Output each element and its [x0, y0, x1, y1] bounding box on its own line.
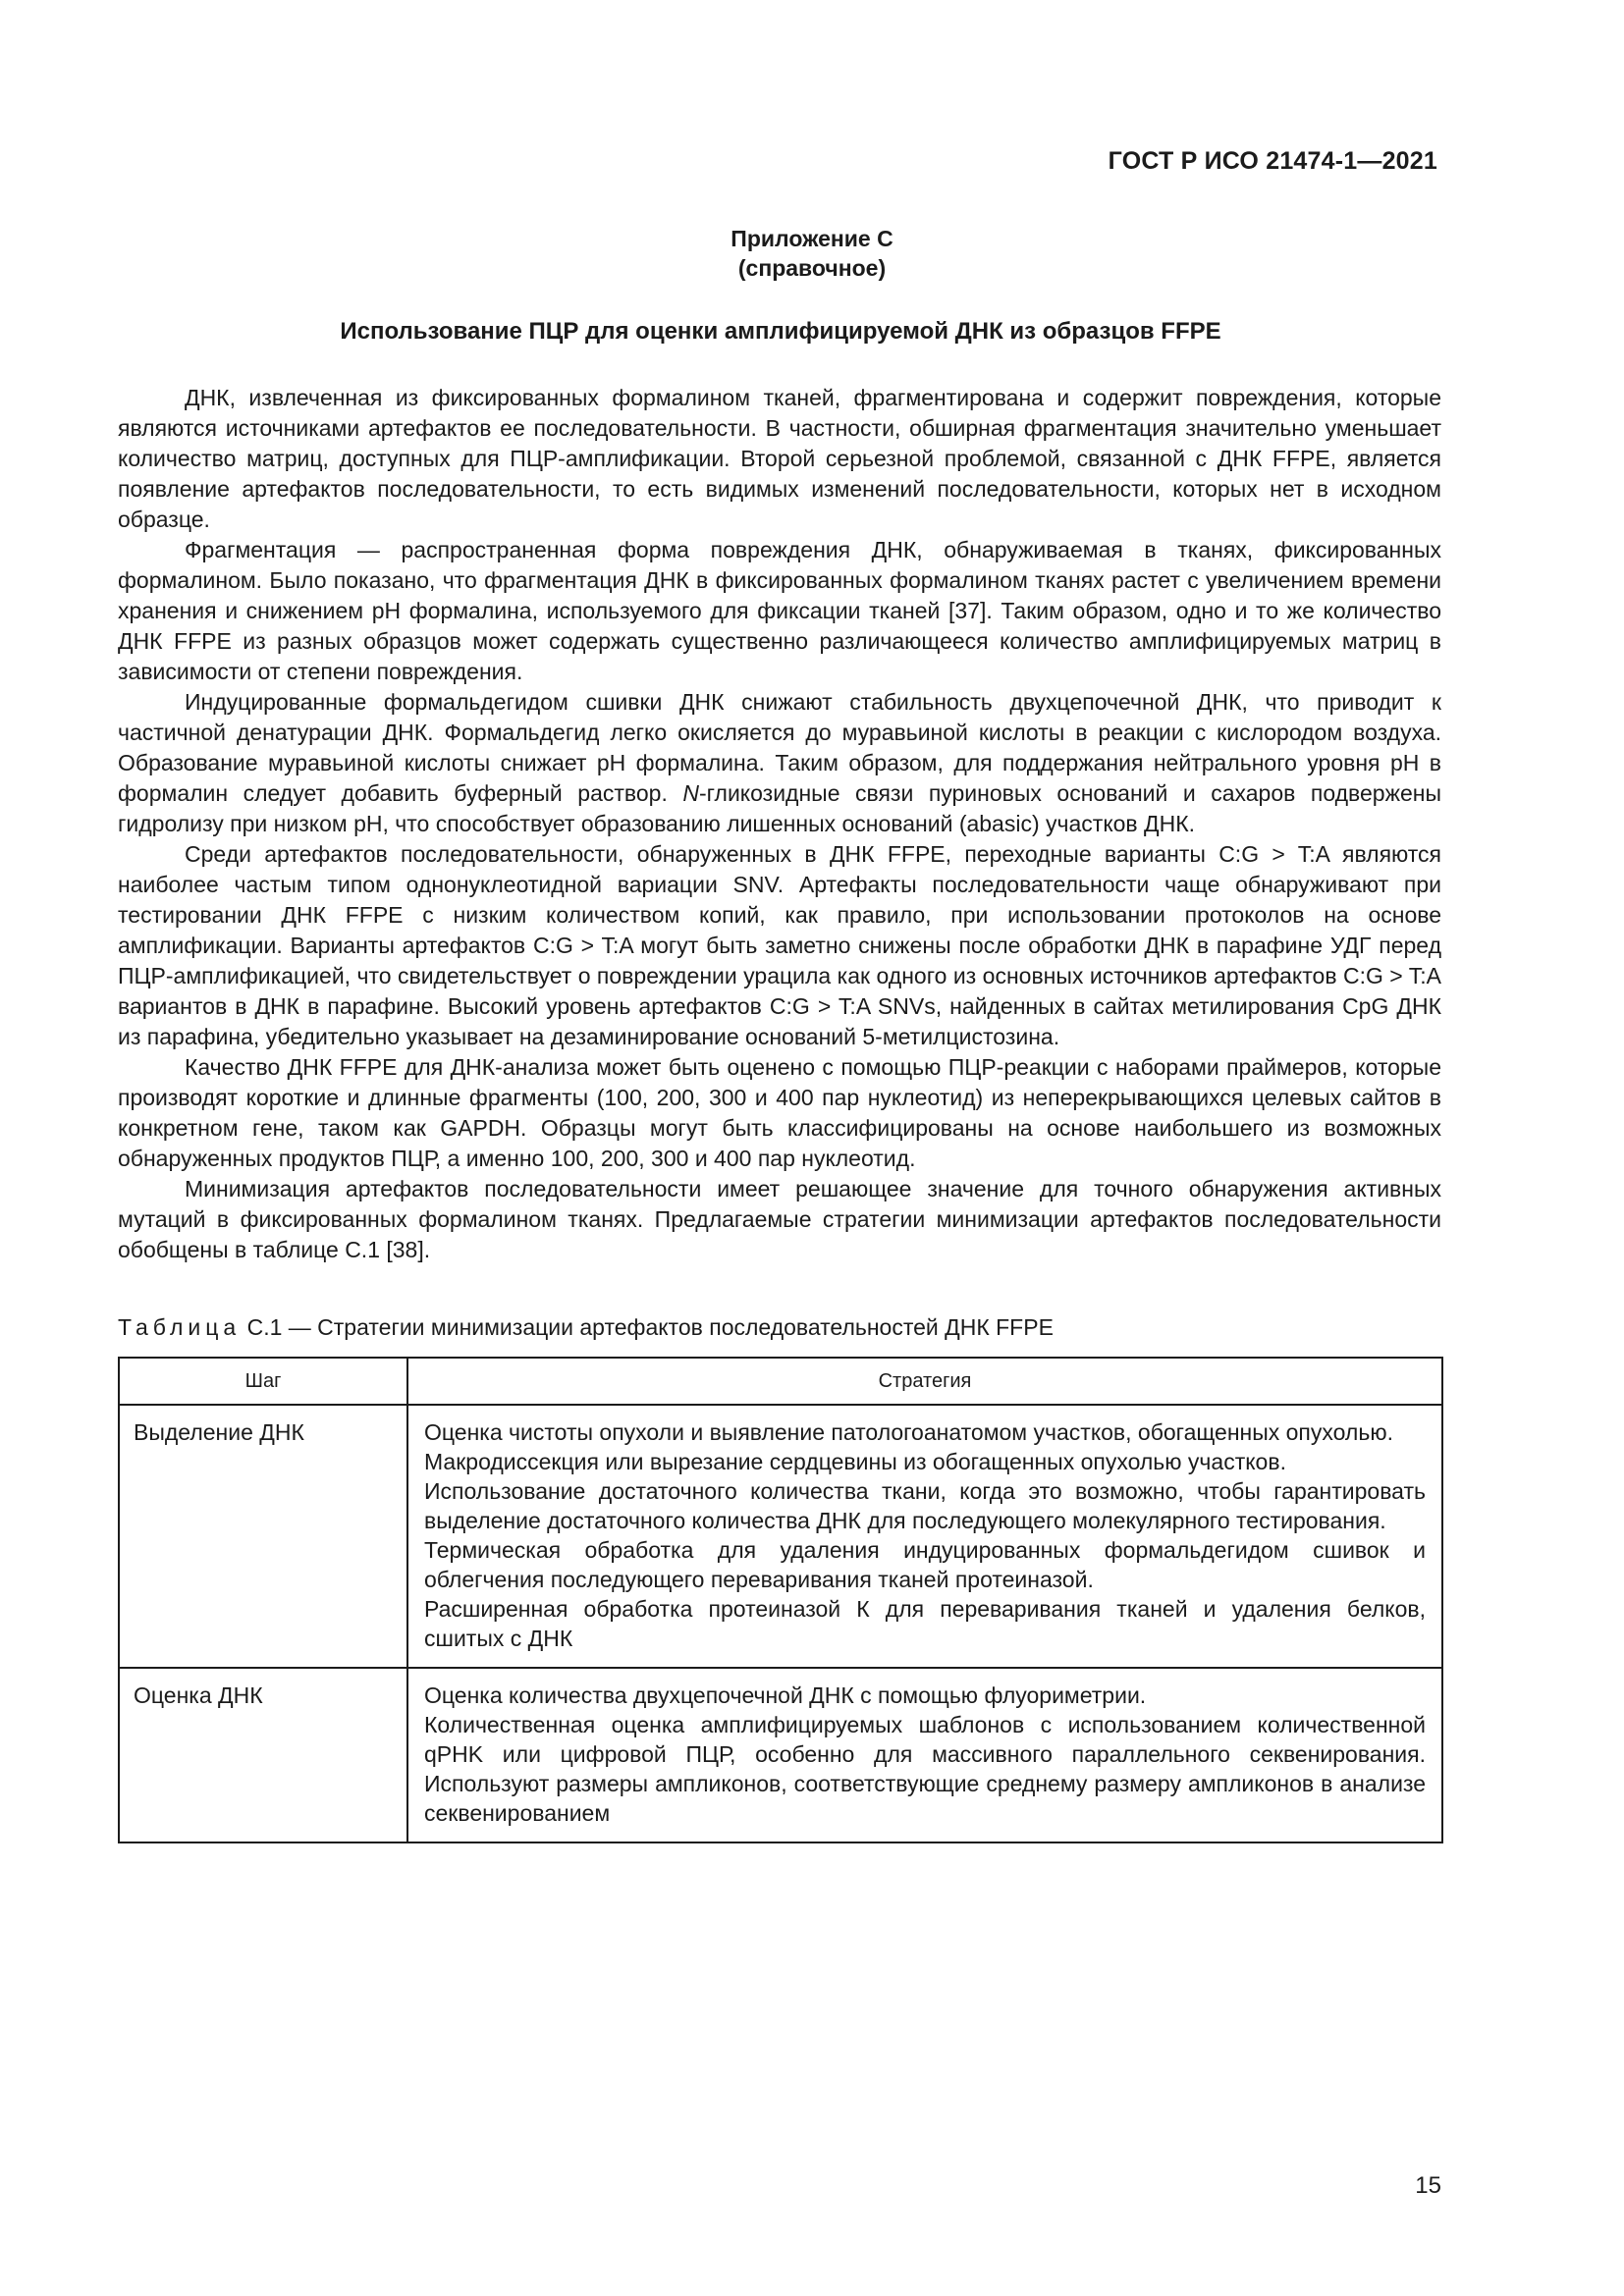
strategy-cell: [407, 1405, 1442, 1668]
strategy-line: Макродиссекция или вырезание сердцевины из обогащенных опухолью участков.: [424, 1449, 1286, 1474]
annex-heading: [0, 224, 1624, 283]
strategy-line: Оценка чистоты опухоли и выявление патологоанатомом участков, обогащенных опухолью.: [424, 1419, 1393, 1445]
paragraph-part: Индуцированные формальдегидом сшивки ДНК снижают стабильность двухцепочечной ДНК, что приводит к частичной денатурации ДНК. Формальдегид легко окисляется до муравьиной кислоты в реакции с кислородом воздуха. Образование муравьиной кислоты снижает pH формалина. Таким образом, для поддержания нейтрального уровня pH в формалин следует добавить буферный раствор.: [118, 689, 1441, 806]
strategy-line: Количественная оценка амплифицируемых шаблонов с использованием количественной qPHK или цифровой ПЦР, особенно для массивного параллельного секвенирования. Используют размеры ампликонов, соответствующие среднему размеру ампликонов в анализе секвенированием: [424, 1712, 1426, 1826]
document-code: ГОСТ Р ИСО 21474-1—2021: [1108, 147, 1437, 175]
paragraph: Качество ДНК FFPE для ДНК-анализа может быть оценено с помощью ПЦР-реакции с наборами праймеров, которые производят короткие и длинные фрагменты (100, 200, 300 и 400 пар нуклеотид) из неперекрывающихся целевых сайтов в конкретном гене, таком как GAPDH. Образцы могут быть классифицированы на основе наибольшего из возможных обнаруженных продуктов ПЦР, а именно 100, 200, 300 и 400 пар нуклеотид.: [118, 1054, 1441, 1171]
paragraph: Среди артефактов последовательности, обнаруженных в ДНК FFPE, переходные варианты C:G > T:A являются наиболее частым типом однонуклеотидной вариации SNV. Артефакты последовательности чаще обнаруживают при тестировании ДНК FFPE с низким количеством копий, как правило, при использовании протоколов на основе амплификации. Варианты артефактов C:G > T:A могут быть заметно снижены после обработки ДНК в парафине УДГ перед ПЦР-амплификацией, что свидетельствует о повреждении урацила как одного из основных источников артефактов C:G > T:A вариантов в ДНК в парафине. Высокий уровень артефактов C:G > T:A SNVs, найденных в сайтах метилирования CpG ДНК из парафина, убедительно указывает на дезаминирование оснований 5-метилцистозина.: [118, 841, 1441, 1049]
page-number: 15: [1415, 2172, 1441, 2199]
strategy-line: Оценка количества двухцепочечной ДНК с помощью флуориметрии.: [424, 1682, 1147, 1708]
table-header-row: [119, 1358, 1442, 1405]
annex-title: Использование ПЦР для оценки амплифицируемой ДНК из образцов FFPE: [340, 318, 1221, 345]
paragraph-part: -гликозидные связи пуриновых оснований и сахаров подвержены гидролизу при низком pH, что способствует образованию лишенных оснований (abasic) участков ДНК.: [118, 780, 1441, 836]
strategy-line: Расширенная обработка протеиназой К для переваривания тканей и удаления белков, сшитых с ДНК: [424, 1596, 1426, 1651]
annex-label: Приложение С: [731, 226, 893, 251]
step-cell: Выделение ДНК: [119, 1405, 407, 1668]
paragraph: [118, 687, 1441, 839]
table-row: [119, 1668, 1442, 1842]
table-caption-text: С.1 — Стратегии минимизации артефактов последовательностей ДНК FFPE: [241, 1314, 1054, 1340]
strategy-line: Использование достаточного количества ткани, когда это возможно, чтобы гарантировать выделение достаточного количества ДНК для последующего молекулярного тестирования.: [424, 1478, 1426, 1533]
step-cell: Оценка ДНК: [119, 1668, 407, 1842]
paragraph: Минимизация артефактов последовательности имеет решающее значение для точного обнаружения активных мутаций в фиксированных формалином тканях. Предлагаемые стратегии минимизации артефактов последовательности обобщены в таблице С.1 [38].: [118, 1176, 1441, 1262]
strategy-cell: [407, 1668, 1442, 1842]
body-text: [118, 383, 1441, 1265]
paragraph: ДНК, извлеченная из фиксированных формалином тканей, фрагментирована и содержит повреждения, которые являются источниками артефактов ее последовательности. В частности, обширная фрагментация значительно уменьшает количество матриц, доступных для ПЦР-амплификации. Второй серьезной проблемой, связанной с ДНК FFPE, является появление артефактов последовательности, то есть видимых изменений последовательности, которых нет в исходном образце.: [118, 385, 1441, 532]
annex-type: (справочное): [737, 255, 887, 281]
paragraph: Фрагментация — распространенная форма повреждения ДНК, обнаруживаемая в тканях, фиксированных формалином. Было показано, что фрагментация ДНК в фиксированных формалином тканях растет с увеличением времени хранения и снижением pH формалина, используемого для фиксации тканей [37]. Таким образом, одно и то же количество ДНК FFPE из разных образцов может содержать существенно различающееся количество амплифицируемых матриц в зависимости от степени повреждения.: [118, 537, 1441, 684]
column-header-strategy: Стратегия: [407, 1358, 1442, 1405]
table-caption-label: Таблица: [118, 1314, 242, 1340]
italic-text: N: [682, 780, 699, 806]
strategy-table: [118, 1357, 1443, 1843]
column-header-step: Шаг: [119, 1358, 407, 1405]
strategy-line: Термическая обработка для удаления индуцированных формальдегидом сшивок и облегчения последующего переваривания тканей протеиназой.: [424, 1537, 1426, 1592]
table-caption: [118, 1314, 1054, 1341]
table-row: [119, 1405, 1442, 1668]
